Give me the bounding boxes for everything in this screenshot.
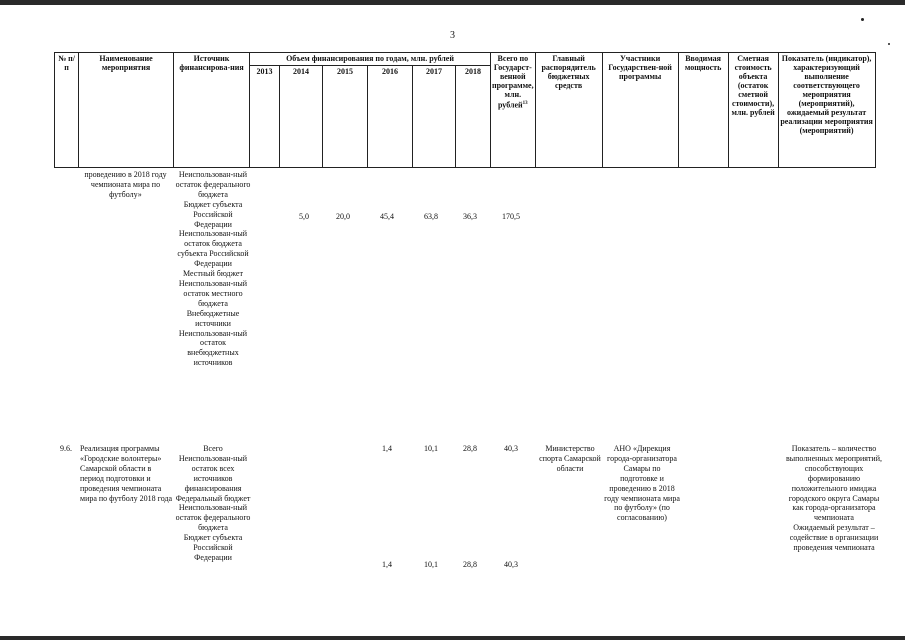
row-manager: Министерство спорта Самарской области (539, 444, 601, 473)
header-year: 2013 (250, 66, 280, 168)
header-capacity: Вводимая мощность (678, 53, 728, 168)
header-year: 2014 (280, 66, 323, 168)
scan-speck (888, 43, 890, 45)
table-header (54, 52, 876, 168)
value-2017: 10,1 (424, 560, 438, 569)
header-total: Всего по Государст-венной программе, млн. рублей$^{13}$ (491, 53, 536, 168)
header-financing-title: Объем финансирования по годам, млн. рублей (250, 53, 491, 66)
value-2015: 20,0 (336, 212, 350, 221)
header-source: Источник финансирова-ния (174, 53, 250, 168)
header-num: № п/п (55, 53, 79, 168)
cont-row-name: проведению в 2018 году чемпионата мира по футболу» (84, 170, 167, 199)
row-indicator: Показатель – количество выполненных мероприятий, способствующих формированию положительного имиджа городского округа Самары как города-организатора чемпионата Ожидаемый результат – содействие в организации проведения чемпионата (785, 444, 882, 553)
value-total: 40,3 (504, 444, 518, 453)
value-2017: 10,1 (424, 444, 438, 453)
value-2014: 5,0 (299, 212, 309, 221)
value-2016: 45,4 (380, 212, 394, 221)
scan-speck (861, 18, 864, 21)
value-2018: 36,3 (463, 212, 477, 221)
header-indicator: Показатель (индикатор), характеризующий выполнение соответствующего мероприятия (мероприятий), ожидаемый результат реализации мероприятия (мероприятий) (778, 53, 875, 168)
header-participants: Участники Государствен-ной программы (602, 53, 678, 168)
value-2016: 1,4 (382, 560, 392, 569)
value-total: 40,3 (504, 560, 518, 569)
value-2017: 63,8 (424, 212, 438, 221)
top-scan-border (0, 0, 905, 5)
row-participants: АНО «Дирекция города-организатора Самары по подготовке и проведению в 2018 году чемпионата мира по футболу» (по согласованию) (604, 444, 680, 523)
header-year: 2017 (413, 66, 456, 168)
value-2016: 1,4 (382, 444, 392, 453)
page-number: 3 (450, 30, 455, 41)
value-2018: 28,8 (463, 444, 477, 453)
cont-row-sources: Неиспользован-ный остаток федерального бюджета Бюджет субъекта Российской Федерации Неиспользован-ный остаток бюджета субъекта Российской Федерации Местный бюджет Неиспользован-ный остаток местного бюджета Внебюджетные источники Неиспользован-ный остаток внебюджетных источников (175, 170, 251, 368)
row-number: 9.6. (60, 444, 72, 453)
header-year: 2015 (323, 66, 368, 168)
bottom-scan-border (0, 636, 905, 640)
value-2018: 28,8 (463, 560, 477, 569)
row-sources: Всего Неиспользован-ный остаток всех источников финансирования Федеральный бюджет Неиспользован-ный остаток федерального бюджета Бюджет субъекта Российской Федерации (175, 444, 251, 562)
header-year: 2016 (368, 66, 413, 168)
header-year: 2018 (456, 66, 491, 168)
header-name: Наименование мероприятия (79, 53, 174, 168)
header-estimate: Сметная стоимость объекта (остаток сметной стоимости), млн. рублей (728, 53, 778, 168)
value-total: 170,5 (502, 212, 520, 221)
header-manager: Главный распорядитель бюджетных средств (535, 53, 602, 168)
row-name: Реализация программы «Городские волонтеры» Самарской области в период подготовки и проведения чемпионата мира по футболу 2018 года (80, 444, 173, 503)
